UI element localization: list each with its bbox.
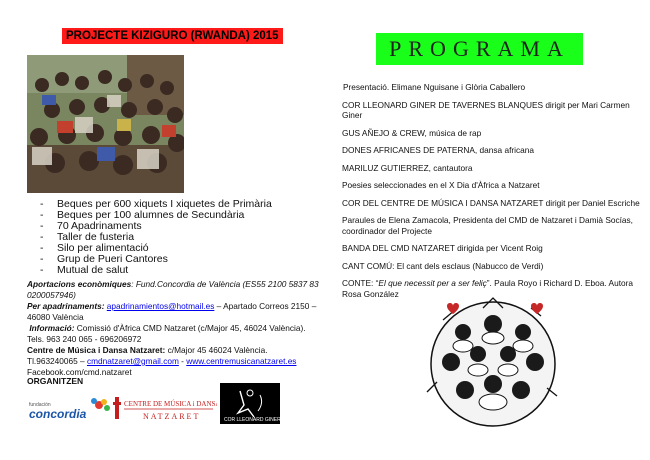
choir-logo-graphic bbox=[220, 383, 280, 424]
cmd-name-line2: NATZARET bbox=[143, 412, 201, 421]
information-text: Comissió d'Àfrica CMD Natzaret (c/Major 45, 46024 València). bbox=[74, 323, 306, 333]
conte-prefix: CONTE: “ bbox=[342, 278, 379, 288]
centre-contacts-line bbox=[27, 356, 327, 367]
contributions-text: : Fund.Concordia de València (ES55 2100 5837 83 0200057946) bbox=[27, 279, 319, 300]
centre-web-link[interactable]: www.centremusicanatzaret.es bbox=[186, 356, 297, 366]
conte-suffix: ”. Paula Royo i Richard D. Eboa. Autora Rosa González bbox=[342, 278, 633, 299]
bullet-item: - Beques per 100 alumnes de Secundària bbox=[40, 210, 272, 221]
program-item: BANDA DEL CMD NATZARET dirigida per Vicent Roig bbox=[342, 243, 543, 253]
bullet-item: - 70 Apadrinaments bbox=[40, 221, 272, 232]
organizers-heading: ORGANITZEN bbox=[27, 376, 84, 386]
photo-image bbox=[27, 55, 184, 193]
program-item: COR DEL CENTRE DE MÚSICA I DANSA NATZARET dirigit per Daniel Escriche bbox=[342, 197, 640, 208]
concordia-logo-graphic bbox=[27, 396, 112, 422]
crowd-illustration-graphic bbox=[423, 292, 563, 432]
program-item: GUS AÑEJO & CREW, música de rap bbox=[342, 127, 482, 138]
sponsorship-line bbox=[27, 301, 327, 323]
bullet-item: - Silo per alimentació bbox=[40, 243, 272, 254]
phones-line: Tels. 963 240 065 - 696206972 bbox=[27, 334, 142, 344]
program-item: COR LLEONARD GINER DE TAVERNES BLANQUES dirigit per Mari Carmen Giner bbox=[342, 99, 630, 120]
bullet-item: - Taller de fusteria bbox=[40, 232, 272, 243]
choir-name-text: COR LLEONARD GINER bbox=[224, 417, 280, 423]
choir-logo bbox=[220, 383, 280, 424]
concordia-logo bbox=[27, 396, 112, 422]
contributions-line bbox=[27, 279, 327, 301]
centre-email-link[interactable]: cmdnatzaret@gmail.com bbox=[86, 356, 179, 366]
children-group-photo bbox=[27, 55, 184, 193]
program-item: CANT COMÚ: El cant dels esclaus (Nabucco de Verdi) bbox=[342, 260, 544, 271]
contributions-label: Aportacions econòmiques bbox=[27, 279, 132, 289]
centre-line bbox=[27, 345, 327, 356]
program-list bbox=[342, 82, 642, 306]
centre-text: c/Major 45 46024 València. bbox=[165, 345, 268, 355]
program-item: DONES AFRICANES DE PATERNA, dansa africana bbox=[342, 145, 534, 155]
concordia-name-text: concordia bbox=[29, 407, 87, 421]
sponsorship-text: – Apartado Correos 2150 – 46080 València bbox=[27, 301, 317, 322]
bullet-item: - Beques per 600 xiquets I xiquetes de Primària bbox=[40, 199, 272, 210]
cmd-name-line1: CENTRE DE MÚSICA i DANSA bbox=[124, 400, 217, 408]
bullet-item: - Grup de Pueri Cantores bbox=[40, 254, 272, 265]
program-item: Paraules de Elena Zamacola, Presidenta del CMD de Natzaret i Damià Socías, coordinador del Projecte bbox=[342, 215, 633, 236]
cmd-natzaret-logo bbox=[113, 394, 217, 424]
program-item: MARILUZ GUTIERREZ, cantautora bbox=[342, 162, 473, 173]
contact-info bbox=[27, 279, 327, 378]
concordia-small-text: fundación bbox=[29, 402, 51, 408]
information-label: Informació: bbox=[29, 323, 75, 333]
program-item: Poesies seleccionades en el X Dia d'Àfrica a Natzaret bbox=[342, 180, 540, 190]
program-item: Presentació. Elimane Nguisane i Glòria Caballero bbox=[343, 82, 526, 92]
facebook-line: Facebook.com/cmd.natzaret bbox=[27, 367, 132, 377]
cmd-natzaret-logo-graphic bbox=[113, 394, 217, 424]
centre-tel: Tl.963240065 – bbox=[27, 356, 87, 366]
sponsorship-label: Per apadrinaments: bbox=[27, 301, 105, 311]
project-title: PROJECTE KIZIGURO (RWANDA) 2015 bbox=[62, 28, 283, 44]
bullet-item: - Mutual de salut bbox=[40, 265, 272, 276]
conte-title: El que necessit per a ser feliç bbox=[378, 278, 487, 288]
program-title: PROGRAMA bbox=[376, 33, 583, 65]
centre-label: Centre de Música i Dansa Natzaret: bbox=[27, 345, 166, 355]
project-bullets bbox=[40, 199, 272, 276]
sponsorship-email-link[interactable]: apadrinamientos@hotmail.es bbox=[106, 301, 215, 311]
centre-separator: - bbox=[178, 356, 187, 366]
crowd-illustration bbox=[423, 292, 563, 432]
information-line bbox=[27, 323, 327, 334]
